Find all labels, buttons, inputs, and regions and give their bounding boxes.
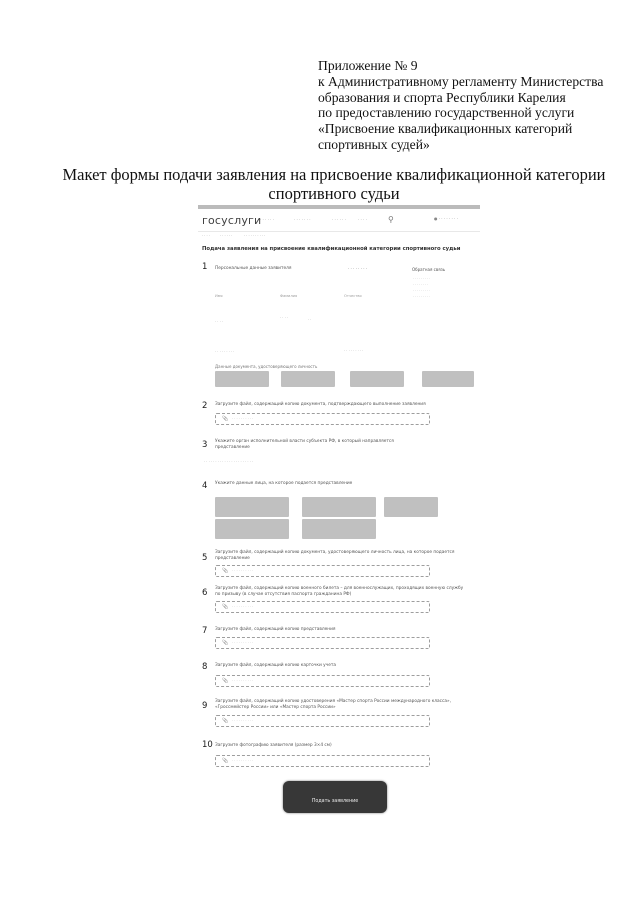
appendix-header: [318, 58, 618, 153]
input-tile[interactable]: [384, 497, 438, 517]
step-number: 5: [202, 553, 208, 563]
paperclip-icon: 📎: [222, 718, 229, 724]
file-upload-field[interactable]: [215, 565, 430, 577]
field-value: · · · · · · · · ·: [344, 349, 364, 353]
appendix-line: «Присвоение квалификационных категорий: [318, 121, 573, 137]
side-panel-text: · · · · · · · ·: [413, 283, 429, 287]
appendix-line: к Административному регламенту Министерства: [318, 73, 604, 89]
step-number: 1: [202, 262, 208, 272]
step-text: Загрузите файл, содержащий копию карточки учета: [215, 663, 336, 668]
upload-hint: · · · · · · · · · ·: [232, 569, 254, 573]
file-upload-field[interactable]: [215, 715, 430, 727]
appendix-line: по предоставлению государственной услуги: [318, 105, 575, 121]
upload-hint: · · · · · · · · · ·: [232, 679, 254, 683]
step-text: Персональные данные заявителя: [215, 266, 292, 271]
side-panel-title: Обратная связь: [412, 267, 446, 272]
step-text: Загрузите фотографию заявителя (размер 3×4 см): [215, 743, 332, 748]
step-number: 7: [202, 626, 208, 636]
submit-application-button[interactable]: [283, 781, 387, 813]
step-text: Загрузите файл, содержащий копию удостоверения «Мастер спорта России международного класса», «Гроссмейстер России» или «Мастер спорта России»: [215, 699, 452, 710]
field-value: · · · ·: [215, 320, 223, 324]
step-number: 2: [202, 401, 208, 411]
upload-hint: · · · · · · · · · ·: [232, 759, 254, 763]
field-value: · · · · · · · · ·: [215, 350, 235, 354]
upload-hint: · · · · · · · · · ·: [232, 605, 254, 609]
file-upload-field[interactable]: [215, 675, 430, 687]
side-panel-text: · · · · · · · · ·: [413, 277, 431, 281]
step-number: 6: [202, 588, 208, 598]
input-tile[interactable]: [302, 497, 376, 517]
paperclip-icon: 📎: [222, 640, 229, 646]
edit-link[interactable]: · · · · · · · ·: [348, 266, 368, 271]
side-panel-text: · · · · · · · · ·: [413, 295, 431, 299]
document-tile: [422, 371, 474, 387]
step-text: Загрузите файл, содержащий копию документа, удостоверяющего личность лица, на которое подается представление: [215, 550, 455, 561]
step-text: Укажите данные лица, на которое подается представление: [215, 481, 353, 486]
form-title: Подача заявления на присвоение квалификационной категории спортивного судьи: [202, 246, 461, 252]
breadcrumb[interactable]: · · · · · · · · · ·: [244, 234, 266, 238]
paperclip-icon: 📎: [222, 604, 229, 610]
user-menu[interactable]: ● · · · · · · · ·: [434, 216, 458, 221]
breadcrumb[interactable]: · · · ·: [202, 234, 210, 238]
nav-item[interactable]: · · · · · ·: [260, 217, 274, 222]
document-section-label: Данные документа, удостоверяющего личность: [215, 364, 318, 369]
step-text: Укажите орган исполнительной власти субъекта РФ, в который направляется представление: [215, 439, 394, 450]
header-top-strip: [198, 205, 480, 209]
nav-item[interactable]: · · · ·: [358, 217, 367, 222]
file-upload-field[interactable]: [215, 601, 430, 613]
field-label-last-name: Фамилия: [280, 294, 298, 298]
document-tile: [350, 371, 404, 387]
step-number: 8: [202, 662, 208, 672]
field-value: · · · ·: [280, 316, 288, 320]
appendix-line: образования и спорта Республики Карелия: [318, 89, 566, 105]
gosuslugi-form-screenshot: [198, 205, 480, 815]
side-panel-text: · · · · · · · · ·: [413, 289, 431, 293]
file-upload-field[interactable]: [215, 755, 430, 767]
appendix-line: спортивных судей»: [318, 136, 430, 152]
input-tile[interactable]: [215, 519, 289, 539]
gosuslugi-logo[interactable]: госуслуги: [202, 214, 262, 227]
breadcrumb[interactable]: · · · · · ·: [220, 234, 233, 238]
paperclip-icon: 📎: [222, 678, 229, 684]
upload-hint: · · · · · · · · · ·: [232, 641, 254, 645]
step-text: Загрузите файл, содержащий копию представления: [215, 627, 336, 632]
document-tile: [215, 371, 269, 387]
submit-label: Подать заявление: [311, 798, 359, 804]
step-number: 10: [202, 740, 213, 750]
document-title: Макет формы подачи заявления на присвоение квалификационной категории спортивного судьи: [62, 165, 606, 203]
nav-item[interactable]: · · · · · ·: [332, 217, 346, 222]
paperclip-icon: 📎: [222, 568, 229, 574]
file-upload-field[interactable]: [215, 637, 430, 649]
step-number: 3: [202, 440, 208, 450]
field-value: · ·: [308, 318, 312, 322]
input-tile[interactable]: [215, 497, 289, 517]
portal-header: [198, 205, 480, 232]
paperclip-icon: 📎: [222, 416, 229, 422]
step-number: 4: [202, 481, 208, 491]
appendix-line: Приложение № 9: [318, 58, 418, 73]
field-label-first-name: Имя: [215, 294, 223, 298]
step-text: Загрузите файл, содержащий копию военного билета – для военнослужащих, проходящих военную службу по призыву (в случае отсутствия паспорта гражданина РФ): [215, 586, 464, 597]
upload-hint: · · · · · · · · · ·: [232, 417, 254, 421]
select-placeholder[interactable]: · · · · · · · · · · · · · · · · · · · · · ·: [204, 460, 254, 464]
search-icon[interactable]: ⚲: [388, 215, 394, 224]
field-label-patronymic: Отчество: [344, 294, 362, 298]
upload-hint: · · · · · · · · · ·: [232, 719, 254, 723]
step-number: 9: [202, 701, 208, 711]
paperclip-icon: 📎: [222, 758, 229, 764]
file-upload-field[interactable]: [215, 413, 430, 425]
document-tile: [281, 371, 335, 387]
step-text: Загрузите файл, содержащий копию документа, подтверждающего выполнение заявления: [215, 402, 426, 407]
input-tile[interactable]: [302, 519, 376, 539]
nav-item[interactable]: · · · · · · ·: [294, 217, 311, 222]
